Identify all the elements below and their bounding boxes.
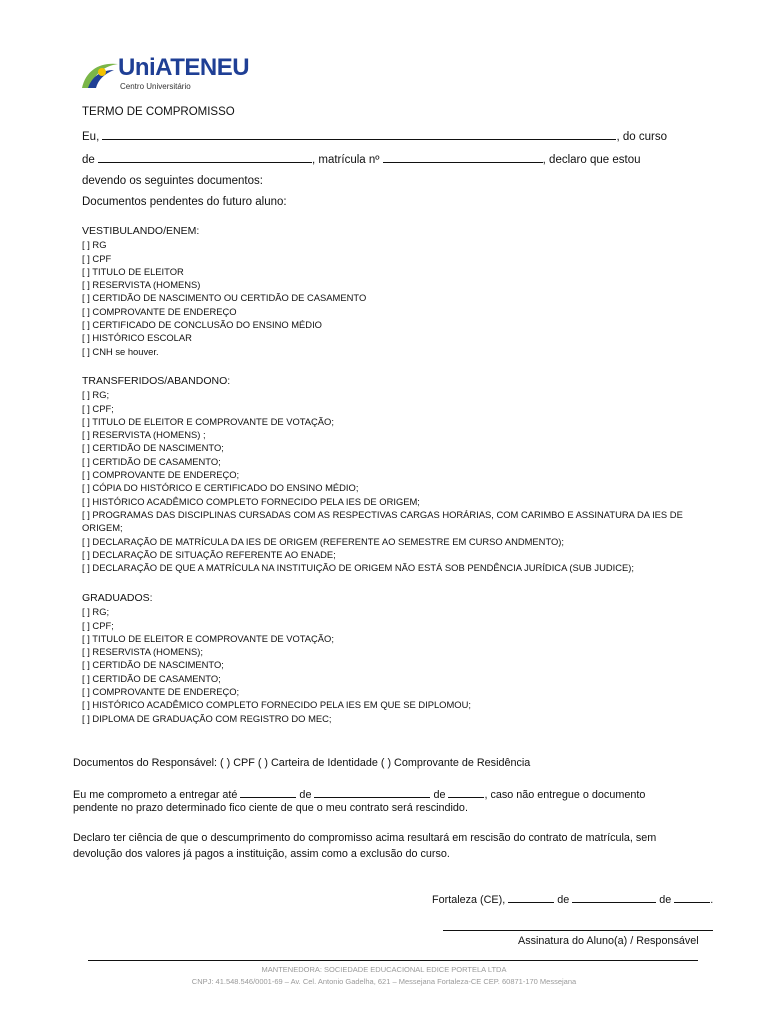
- intro-matricula-label: , matrícula nº: [312, 154, 383, 166]
- document-title: TERMO DE COMPROMISSO: [82, 106, 235, 118]
- logo-subtitle: Centro Universitário: [120, 82, 191, 91]
- checklist-item[interactable]: [ ] HISTÓRICO ACADÊMICO COMPLETO FORNECIDO PELA IES DE ORIGEM;: [82, 495, 420, 507]
- checklist-item[interactable]: [ ] HISTÓRICO ESCOLAR: [82, 332, 192, 344]
- declaration-line-2: devolução dos valores já pagos a instituição, assim como a exclusão do curso.: [73, 848, 450, 860]
- uniateneu-logo: [80, 54, 270, 96]
- checklist-item[interactable]: [ ] DECLARAÇÃO DE MATRÍCULA DA IES DE ORIGEM (REFERENTE AO SEMESTRE EM CURSO ANDMENTO);: [82, 535, 565, 547]
- checklist-item[interactable]: [ ] RG: [82, 239, 107, 251]
- checklist-item[interactable]: [ ] PROGRAMAS DAS DISCIPLINAS CURSADAS COM AS RESPECTIVAS CARGAS HORÁRIAS, COM CARIMBO E ASSINATURA DA IES DE ORIGEM;: [82, 508, 683, 534]
- enrollment-blank-line[interactable]: [383, 152, 543, 163]
- intro-de-label: de: [82, 154, 98, 166]
- checklist-item[interactable]: [ ] HISTÓRICO ACADÊMICO COMPLETO FORNECIDO PELA IES EM QUE SE DIPLOMOU;: [82, 699, 471, 711]
- checklist-item[interactable]: [ ] CÓPIA DO HISTÓRICO E CERTIFICADO DO ENSINO MÉDIO;: [82, 482, 359, 494]
- checklist-item[interactable]: [ ] RG;: [82, 606, 110, 618]
- responsavel-documents: Documentos do Responsável: ( ) CPF ( ) Carteira de Identidade ( ) Comprovante de Residência: [73, 757, 531, 769]
- checklist-item[interactable]: [ ] DECLARAÇÃO DE QUE A MATRÍCULA NA INSTITUIÇÃO DE ORIGEM NÃO ESTÁ SOB PENDÊNCIA JURÍDICA (SUB JUDICE);: [82, 562, 635, 574]
- logo-swoosh-icon: [80, 58, 120, 90]
- checklist-item[interactable]: [ ] COMPROVANTE DE ENDEREÇO;: [82, 686, 240, 698]
- section-transferidos: [82, 375, 702, 574]
- date-period: .: [710, 894, 714, 906]
- commitment-text: , caso não entregue o documento: [484, 789, 646, 801]
- checklist-item[interactable]: [ ] CERTIDÃO DE CASAMENTO;: [82, 455, 221, 467]
- commitment-de-label: de: [296, 789, 315, 801]
- checklist-item[interactable]: [ ] TITULO DE ELEITOR: [82, 265, 184, 277]
- intro-line-4: Documentos pendentes do futuro aluno:: [82, 196, 287, 208]
- checklist-item[interactable]: [ ] RESERVISTA (HOMENS) ;: [82, 429, 206, 441]
- commitment-line-2: pendente no prazo determinado fico ciente de que o meu contrato será rescindido.: [73, 802, 468, 814]
- section-heading: VESTIBULANDO/ENEM:: [82, 225, 200, 237]
- intro-declaro-label: , declaro que estou: [542, 154, 641, 166]
- checklist-item[interactable]: [ ] CERTIDÃO DE CASAMENTO;: [82, 672, 221, 684]
- commitment-de-label: de: [430, 789, 449, 801]
- checklist-item[interactable]: [ ] CERTIFICADO DE CONCLUSÃO DO ENSINO MÉDIO: [82, 319, 322, 331]
- checklist-item[interactable]: [ ] CPF;: [82, 619, 114, 631]
- checklist-item[interactable]: [ ] RG;: [82, 389, 110, 401]
- intro-line-2: [82, 152, 641, 166]
- date-year-blank-line[interactable]: [674, 892, 710, 903]
- date-day-blank-line[interactable]: [508, 892, 554, 903]
- place-date-line: [432, 892, 713, 906]
- intro-line-3: devendo os seguintes documentos:: [82, 175, 263, 187]
- logo-wordmark: UniATENEU: [118, 54, 250, 81]
- checklist-item[interactable]: [ ] COMPROVANTE DE ENDEREÇO;: [82, 469, 240, 481]
- name-blank-line[interactable]: [102, 129, 616, 140]
- footer-divider: [88, 960, 698, 961]
- course-blank-line[interactable]: [98, 152, 312, 163]
- commitment-line-1: [73, 787, 645, 801]
- day-blank-line[interactable]: [240, 787, 296, 798]
- checklist-item[interactable]: [ ] COMPROVANTE DE ENDEREÇO: [82, 305, 237, 317]
- checklist-item[interactable]: [ ] RESERVISTA (HOMENS): [82, 279, 201, 291]
- checklist-item[interactable]: [ ] TITULO DE ELEITOR E COMPROVANTE DE VOTAÇÃO;: [82, 632, 334, 644]
- place-label: Fortaleza (CE),: [432, 894, 509, 906]
- checklist-item[interactable]: [ ] CPF: [82, 252, 112, 264]
- footer-mantenedora: MANTENEDORA: SOCIEDADE EDUCACIONAL EDICE PORTELA LTDA: [261, 965, 507, 974]
- intro-curso-label: , do curso: [616, 131, 667, 143]
- intro-eu-label: Eu,: [82, 131, 103, 143]
- section-graduados: [82, 592, 471, 725]
- intro-line-1: [82, 129, 667, 143]
- checklist-item[interactable]: [ ] CERTIDÃO DE NASCIMENTO;: [82, 659, 224, 671]
- month-blank-line[interactable]: [314, 787, 430, 798]
- checklist-item[interactable]: [ ] DECLARAÇÃO DE SITUAÇÃO REFERENTE AO ENADE;: [82, 548, 336, 560]
- checklist-item[interactable]: [ ] CERTIDÃO DE NASCIMENTO OU CERTIDÃO DE CASAMENTO: [82, 292, 367, 304]
- commitment-text: Eu me comprometo a entregar até: [73, 789, 241, 801]
- checklist-item[interactable]: [ ] DIPLOMA DE GRADUAÇÃO COM REGISTRO DO MEC;: [82, 712, 332, 724]
- section-heading: GRADUADOS:: [82, 592, 153, 604]
- signature-line[interactable]: [443, 930, 713, 931]
- date-de-label: de: [656, 894, 675, 906]
- footer-address: CNPJ: 41.548.546/0001-69 – Av. Cel. Antonio Gadelha, 621 – Messejana Fortaleza-CE CEP. 60871-170 Messejana: [191, 977, 577, 986]
- section-vestibulando: [82, 225, 366, 358]
- checklist-item[interactable]: [ ] TITULO DE ELEITOR E COMPROVANTE DE VOTAÇÃO;: [82, 415, 334, 427]
- year-blank-line[interactable]: [448, 787, 484, 798]
- date-month-blank-line[interactable]: [572, 892, 656, 903]
- section-heading: TRANSFERIDOS/ABANDONO:: [82, 375, 231, 387]
- checklist-item[interactable]: [ ] CPF;: [82, 402, 114, 414]
- declaration-line-1: Declaro ter ciência de que o descumprimento do compromisso acima resultará em rescisão do contrato de matrícula, sem: [73, 832, 657, 844]
- date-de-label: de: [554, 894, 573, 906]
- checklist-item[interactable]: [ ] RESERVISTA (HOMENS);: [82, 646, 204, 658]
- checklist-item[interactable]: [ ] CERTIDÃO DE NASCIMENTO;: [82, 442, 224, 454]
- checklist-item[interactable]: [ ] CNH se houver.: [82, 345, 159, 357]
- signature-label: Assinatura do Aluno(a) / Responsável: [518, 935, 699, 947]
